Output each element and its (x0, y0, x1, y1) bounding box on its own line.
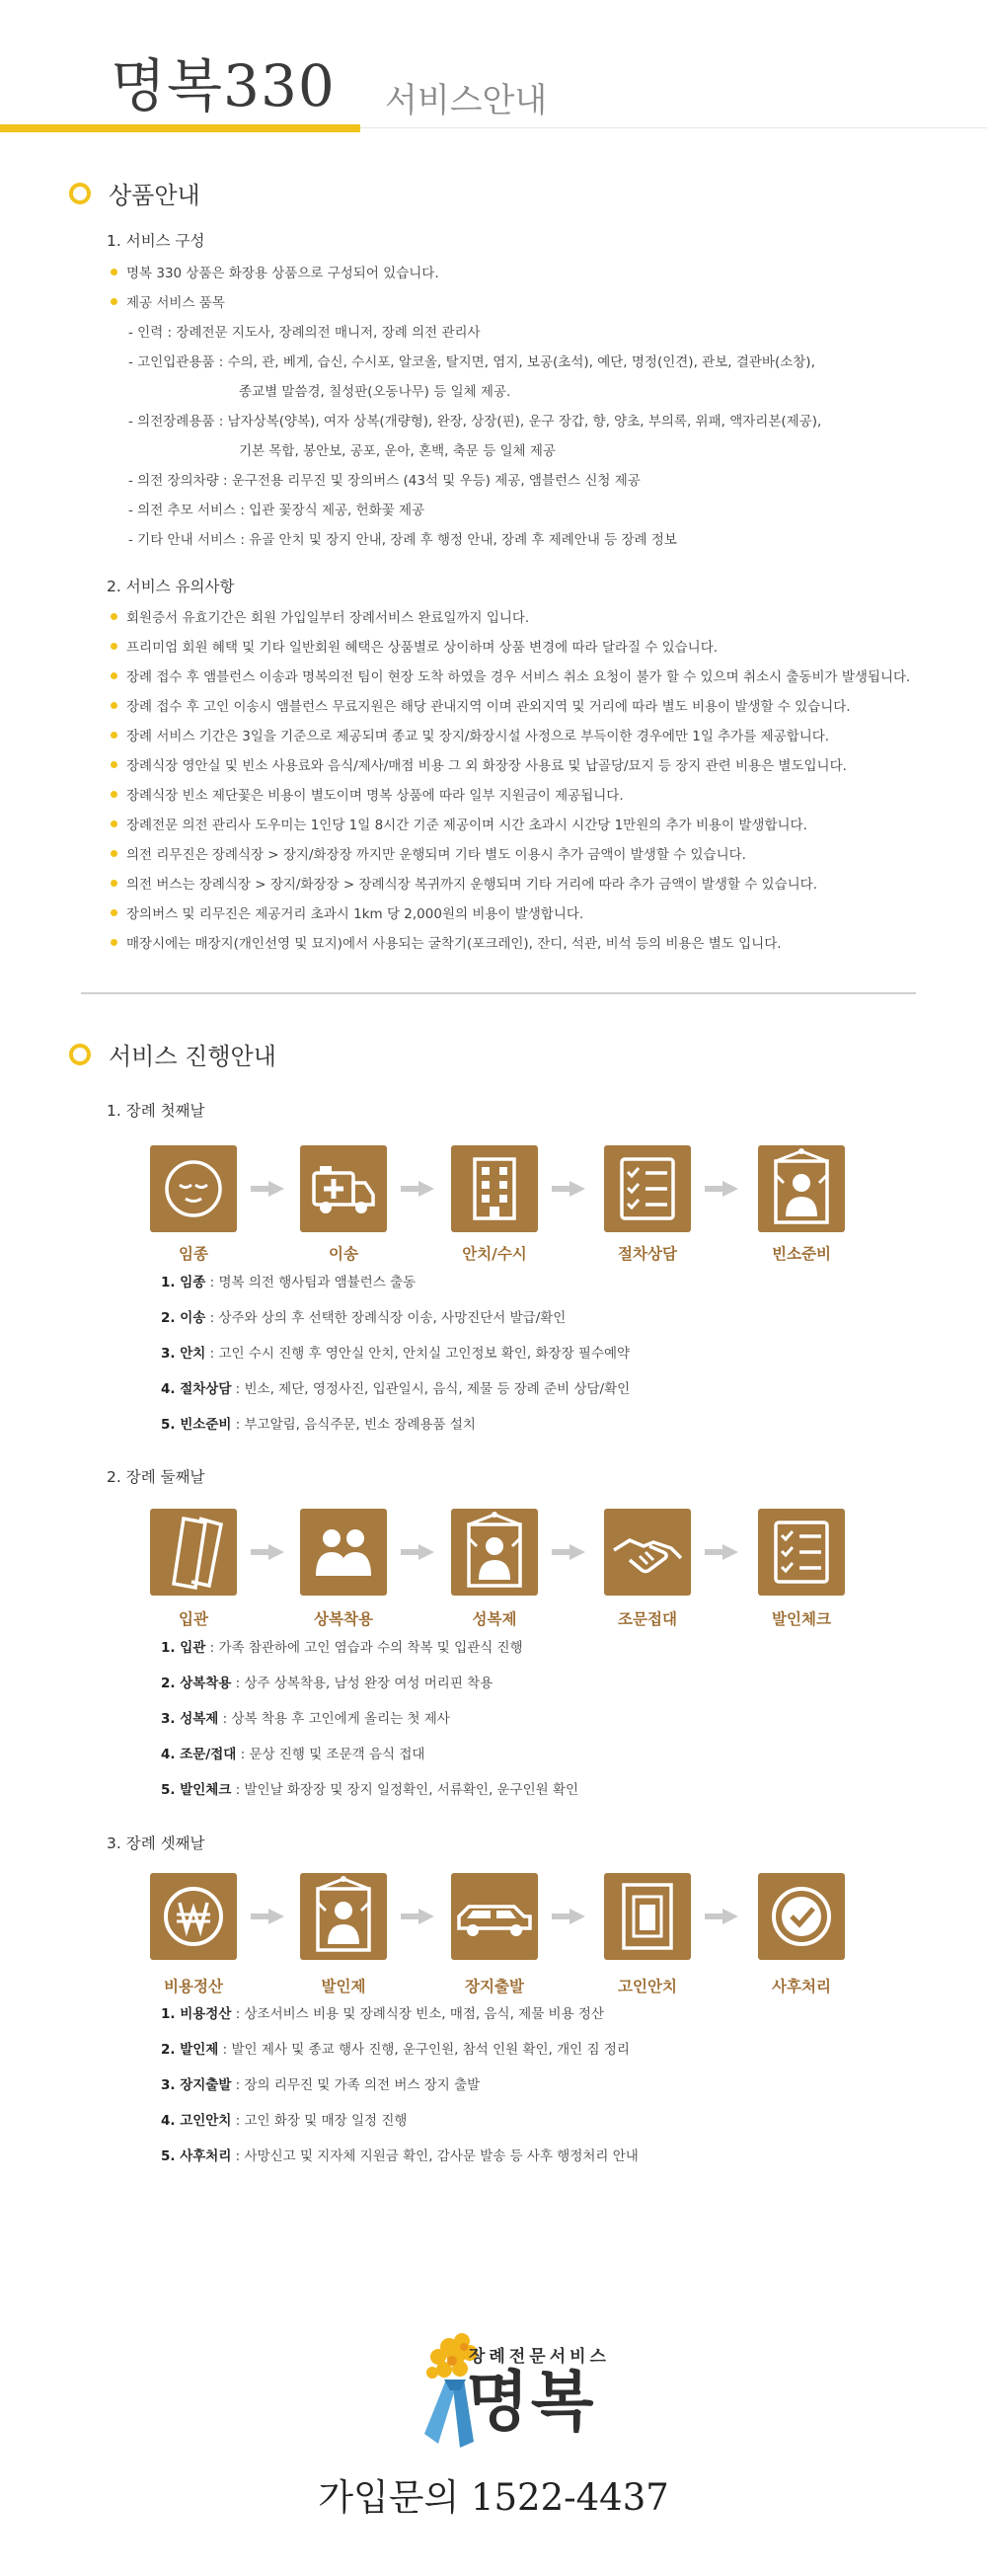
step-description: 2. 상복착용 : 상주 상복착용, 남성 완장 여성 머리핀 착용 (161, 1676, 494, 1691)
note-item: 회원증서 유효기간은 회원 가입일부터 장례서비스 완료일까지 입니다. (111, 609, 529, 627)
arrow-right-icon (401, 1909, 434, 1924)
step-label: 빈소준비 (772, 1245, 831, 1263)
arrow-right-icon (552, 1909, 585, 1924)
step-label: 발인제 (321, 1978, 366, 1995)
ring-bullet-icon (69, 183, 91, 204)
brand-subtitle: 서비스안내 (385, 81, 548, 120)
step-description: 3. 성복제 : 상복 착용 후 고인에게 올리는 첫 제사 (161, 1711, 450, 1727)
list-item: 기본 목합, 봉안보, 공포, 운아, 혼백, 축문 등 일체 제공 (239, 443, 556, 459)
portrait-frame-icon (758, 1145, 845, 1232)
note-item: 장의버스 및 리무진은 제공거리 초과시 1km 당 2,000원의 비용이 발생합니다. (111, 905, 583, 923)
step-label: 비용정산 (164, 1978, 223, 1995)
step-label: 사후처리 (772, 1978, 831, 1995)
mourners-icon (300, 1509, 387, 1596)
list-item: - 의전 장의차량 : 운구전용 리무진 및 장의버스 (43석 및 우등) 제공, 앰블런스 신청 제공 (128, 473, 641, 489)
step-label: 상복착용 (314, 1610, 373, 1628)
day3-heading: 3. 장례 셋째날 (107, 1834, 205, 1852)
checklist-icon (758, 1509, 845, 1596)
section-title-process: 서비스 진행안내 (69, 1042, 276, 1071)
won-icon (150, 1873, 237, 1960)
arrow-right-icon (251, 1909, 284, 1924)
day1-heading: 1. 장례 첫째날 (107, 1102, 205, 1120)
step-description: 1. 임종 : 명복 의전 행사팀과 앰뷸런스 출동 (161, 1275, 417, 1290)
step-description: 2. 발인제 : 발인 제사 및 종교 행사 진행, 운구인원, 참석 인원 확인, 개인 짐 정리 (161, 2042, 630, 2058)
step-description: 5. 발인체크 : 발인날 화장장 및 장지 일정확인, 서류확인, 운구인원 확인 (161, 1782, 579, 1798)
arrow-right-icon (251, 1181, 284, 1197)
note-item: 의전 리무진은 장례식장 > 장지/화장장 까지만 운행되며 기타 별도 이용시 추가 금액이 발생할 수 있습니다. (111, 846, 746, 864)
section-title-product: 상품안내 (69, 181, 200, 210)
brand-title: 명복330 (111, 52, 336, 119)
checklist-icon (604, 1145, 691, 1232)
step-label: 장지출발 (465, 1978, 524, 1995)
header-accent-bar (0, 124, 360, 132)
header-rule (360, 127, 987, 128)
list-item: - 기타 안내 서비스 : 유골 안치 및 장지 안내, 장례 후 행정 안내, 장례 후 제례안내 등 장례 정보 (128, 532, 677, 548)
step-label: 조문접대 (618, 1610, 677, 1628)
note-item: 장례식장 빈소 제단꽃은 비용이 별도이며 명복 상품에 따라 일부 지원금이 제공됩니다. (111, 787, 624, 805)
check-circle-icon (758, 1873, 845, 1960)
portrait-frame-icon (451, 1509, 538, 1596)
contact-phone: 가입문의 1522-4437 (318, 2476, 669, 2519)
step-description: 3. 안치 : 고인 수시 진행 후 영안실 안치, 안치실 고인정보 확인, 화장장 필수예약 (161, 1346, 631, 1362)
step-description: 5. 빈소준비 : 부고알림, 음식주문, 빈소 장례용품 설치 (161, 1417, 476, 1433)
list-item: - 고인입관용품 : 수의, 관, 베게, 습신, 수시포, 알코올, 탈지면, 염지, 보공(초석), 예단, 명정(인견), 관보, 결관바(소창), (128, 354, 815, 370)
step-label: 성복제 (472, 1610, 517, 1628)
arrow-right-icon (251, 1544, 284, 1560)
face-icon (150, 1145, 237, 1232)
list-item: 종교별 말씀경, 칠성판(오동나무) 등 일체 제공. (239, 384, 511, 400)
service-composition-heading: 1. 서비스 구성 (107, 232, 205, 250)
brand-tagline: 장례전문서비스 (469, 2347, 610, 2367)
step-label: 절차상담 (618, 1245, 677, 1263)
section-divider (81, 992, 916, 994)
step-description: 1. 비용정산 : 상조서비스 비용 및 장례식장 빈소, 매점, 음식, 제물 비용 정산 (161, 2006, 604, 2022)
step-label: 발인체크 (772, 1610, 831, 1628)
note-item: 장례 접수 후 앰블런스 이송과 명복의전 팀이 현장 도착 하였을 경우 서비스 취소 요청이 불가 할 수 있으며 취소시 출동비가 발생됩니다. (111, 668, 910, 686)
note-item: 매장시에는 매장지(개인선영 및 묘지)에서 사용되는 굴착기(포크레인), 잔디, 석관, 비석 등의 비용은 별도 입니다. (111, 935, 782, 953)
step-label: 임종 (179, 1245, 208, 1263)
list-item: - 의전장례용품 : 남자상복(양복), 여자 상복(개량형), 완장, 상장(핀), 운구 장갑, 향, 양초, 부의록, 위패, 액자리본(제공), (128, 414, 822, 429)
step-label: 입관 (179, 1610, 208, 1628)
arrow-right-icon (401, 1544, 434, 1560)
arrow-right-icon (705, 1544, 738, 1560)
arrow-right-icon (552, 1181, 585, 1197)
ring-bullet-icon (69, 1044, 91, 1065)
step-description: 4. 조문/접대 : 문상 진행 및 조문객 음식 접대 (161, 1747, 425, 1762)
step-label: 고인안치 (618, 1978, 677, 1995)
step-description: 4. 절차상담 : 빈소, 제단, 영정사진, 입관일시, 음식, 제물 등 장례 준비 상담/확인 (161, 1381, 631, 1397)
brand-name-logo: 명복 (466, 2364, 596, 2440)
day2-heading: 2. 장례 둘째날 (107, 1468, 205, 1486)
step-description: 1. 입관 : 가족 참관하에 고인 염습과 수의 착복 및 입관식 진행 (161, 1640, 523, 1656)
coffin-icon (150, 1509, 237, 1596)
step-label: 안치/수시 (462, 1245, 527, 1263)
limousine-icon (451, 1873, 538, 1960)
list-item: - 인력 : 장례전문 지도사, 장례의전 매니저, 장례 의전 관리사 (128, 325, 481, 341)
note-item: 장례 서비스 기간은 3일을 기준으로 제공되며 종교 및 장지/화장시설 사정으로 부득이한 경우에만 1일 추가를 제공합니다. (111, 728, 829, 745)
arrow-right-icon (552, 1544, 585, 1560)
ambulance-icon (300, 1145, 387, 1232)
handshake-icon (604, 1509, 691, 1596)
step-description: 4. 고인안치 : 고인 화장 및 매장 일정 진행 (161, 2113, 408, 2129)
arrow-right-icon (401, 1181, 434, 1197)
list-item: 제공 서비스 품목 (111, 294, 225, 312)
portrait-frame-icon (300, 1873, 387, 1960)
note-item: 프리미엄 회원 혜택 및 기타 일반회원 혜택은 상품별로 상이하며 상품 변경에 따라 달라질 수 있습니다. (111, 639, 718, 657)
service-notes-heading: 2. 서비스 유의사항 (107, 578, 235, 595)
note-item: 의전 버스는 장례식장 > 장지/화장장 > 장례식장 복귀까지 운행되며 기타 거리에 따라 추가 금액이 발생할 수 있습니다. (111, 876, 817, 894)
arrow-right-icon (705, 1909, 738, 1924)
building-icon (451, 1145, 538, 1232)
arrow-right-icon (705, 1181, 738, 1197)
note-item: 장례전문 의전 관리사 도우미는 1인당 1일 8시간 기준 제공이며 시간 초과시 시간당 1만원의 추가 비용이 발생합니다. (111, 817, 807, 834)
note-item: 장례 접수 후 고인 이송시 앰블런스 무료지원은 해당 관내지역 이며 관외지역 및 거리에 따라 별도 비용이 발생할 수 있습니다. (111, 698, 851, 716)
note-item: 장례식장 영안실 및 빈소 사용료와 음식/제사/매점 비용 그 외 화장장 사용료 및 납골당/묘지 등 장지 관련 비용은 별도입니다. (111, 757, 847, 775)
step-description: 5. 사후처리 : 사망신고 및 지자체 지원금 확인, 감사문 발송 등 사후 행정처리 안내 (161, 2148, 639, 2164)
niche-icon (604, 1873, 691, 1960)
list-item: - 의전 추모 서비스 : 입관 꽃장식 제공, 헌화꽃 제공 (128, 503, 425, 518)
step-label: 이송 (329, 1245, 358, 1263)
step-description: 3. 장지출발 : 장의 리무진 및 가족 의전 버스 장지 출발 (161, 2077, 481, 2093)
step-description: 2. 이송 : 상주와 상의 후 선택한 장례식장 이송, 사망진단서 발급/확인 (161, 1310, 567, 1326)
list-item: 명복 330 상품은 화장용 상품으로 구성되어 있습니다. (111, 265, 439, 282)
